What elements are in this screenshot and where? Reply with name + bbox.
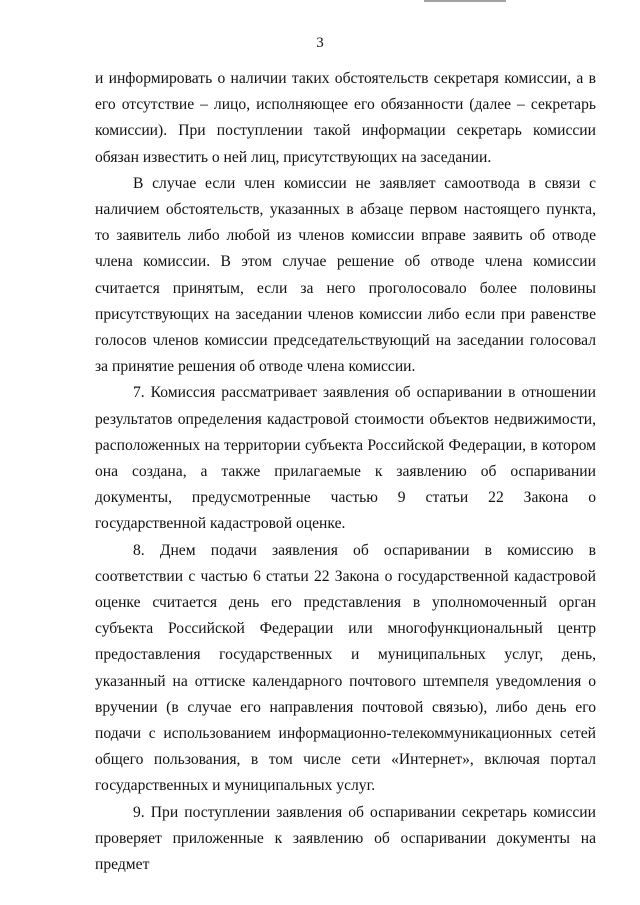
document-body xyxy=(95,66,596,878)
paragraph-item-7: 7. Комиссия рассматривает заявления об оспаривании в отношении результатов определения кадастровой стоимости объектов недвижимости, расположенных на территории субъекта Российской Федерации, в котором она создана, а также прилагаемые к заявлению об оспаривании документы, предусмотренные частью 9 статьи 22 Закона о государственной кадастровой оценке. xyxy=(95,384,596,533)
paragraph-continuation: и информировать о наличии таких обстоятельств секретаря комиссии, а в его отсутствие – лицо, исполняющее его обязанности (далее – секретарь комиссии). При поступлении такой информации секретарь комиссии обязан известить о ней лиц, присутствующих на заседании. xyxy=(95,70,596,166)
paragraph-item-8: 8. Днем подачи заявления об оспаривании в комиссию в соответствии с частью 6 статьи 22 Закона о государственной кадастровой оценке считается день его представления в уполномоченный орган субъекта Российской Федерации или многофункциональный центр предоставления государственных и муниципальных услуг, день, указанный на оттиске календарного почтового штемпеля уведомления о вручении (в случае его направления почтовой связью), либо день его подачи с использованием информационно-телекоммуникационных сетей общего пользования, в том числе сети «Интернет», включая портал государственных и муниципальных услуг. xyxy=(95,541,596,795)
scan-edge-mark xyxy=(424,0,506,2)
page-number: 3 xyxy=(316,35,324,51)
paragraph-item-9: 9. При поступлении заявления об оспаривании секретарь комиссии проверяет приложенные к заявлению об оспаривании документы на предмет xyxy=(95,803,596,874)
paragraph-recusal: В случае если член комиссии не заявляет самоотвода в связи с наличием обстоятельств, указанных в абзаце первом настоящего пункта, то заявитель либо любой из членов комиссии вправе заявить об отводе члена комиссии. В этом случае решение об отводе члена комиссии считается принятым, если за него проголосовало более половины присутствующих на заседании членов комиссии либо если при равенстве голосов членов комиссии председательствующий на заседании голосовал за принятие решения об отводе члена комиссии. xyxy=(95,174,596,376)
